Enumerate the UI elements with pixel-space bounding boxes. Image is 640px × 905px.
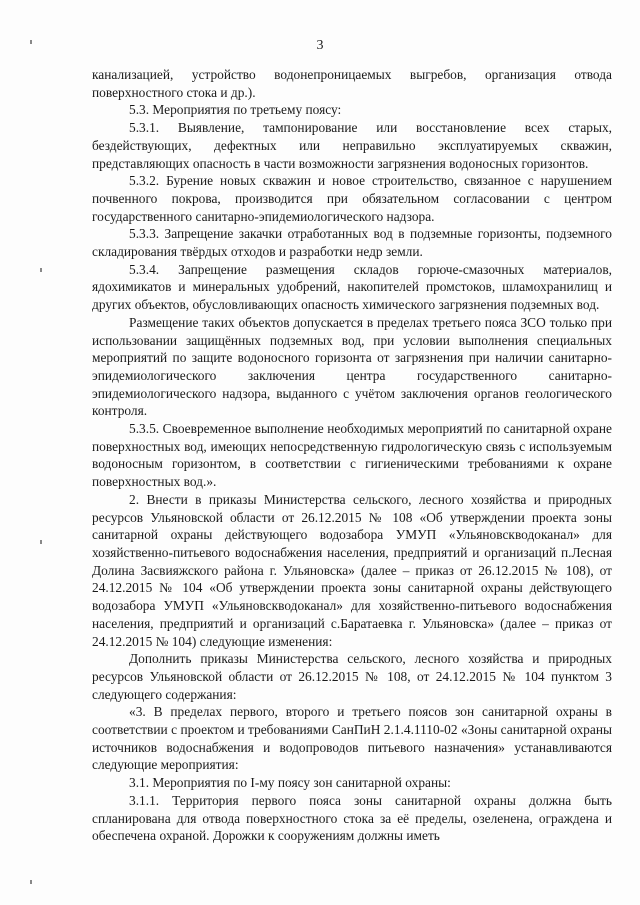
paragraph-item-2: 2. Внести в приказы Министерства сельского, лесного хозяйства и природных ресурсов Ульяновской области от 26.12.2015 № 108 «Об утверждении проекта зоны санитарной охраны действующего водозабора УМУП «Ульяновскводоканал» для хозяйственно-питьевого водоснабжения населения, предприятий и организаций п.Лесная Долина Засвияжского района г. Ульяновска» (далее – приказ от 26.12.2015 № 108), от 24.12.2015 № 104 «Об утверждении проекта зоны санитарной охраны действующего водозабора УМУП «Ульяновскводоканал» для хозяйственно-питьевого водоснабжения населения, предприятий и организаций с.Баратаевка г. Ульяновска» (далее – приказ от 24.12.2015 № 104) следующие изменения: (92, 491, 612, 649)
scan-mark (30, 880, 32, 884)
page-number: 3 (316, 38, 324, 53)
paragraph-3-1-1: 3.1.1. Территория первого пояса зоны санитарной охраны должна быть спланирована для отвода поверхностного стока за её пределы, озеленена, ограждена и обеспечена охраной. Дорожки к сооружениям должны иметь (92, 792, 612, 844)
paragraph-5-3: 5.3. Мероприятия по третьему поясу: (129, 102, 342, 118)
paragraph-3-1: 3.1. Мероприятия по I-му поясу зон санитарной охраны: (129, 775, 451, 791)
scan-mark (40, 268, 42, 272)
scan-mark (30, 40, 32, 44)
paragraph-5-3-3: 5.3.3. Запрещение закачки отработанных вод в подземные горизонты, подземного складирования твёрдых отходов и разработки недр земли. (92, 226, 612, 260)
scan-mark (40, 540, 42, 544)
document-body (92, 66, 612, 845)
paragraph-item-3: «3. В пределах первого, второго и третьего поясов зон санитарной охраны в соответствии с проектом и требованиями СанПиН 2.1.4.1110-02 «Зоны санитарной охраны источников водоснабжения и водопроводов питьевого назначения» устанавливаются следующие мероприятия: (92, 704, 612, 773)
paragraph-5-3-5: 5.3.5. Своевременное выполнение необходимых мероприятий по санитарной охране поверхностных вод, имеющих непосредственную гидрологическую связь с используемым водоносным горизонтом, в соответствии с гигиеническими требованиями к охране поверхностных вод.». (92, 421, 612, 490)
paragraph-5-3-1: 5.3.1. Выявление, тампонирование или восстановление всех старых, бездействующих, дефектных или неправильно эксплуатируемых скважин, представляющих опасность в части возможности загрязнения водоносных горизонтов. (92, 120, 612, 171)
paragraph-supplement: Дополнить приказы Министерства сельского, лесного хозяйства и природных ресурсов Ульяновской области от 26.12.2015 № 108, от 24.12.2015 № 104 пунктом 3 следующего содержания: (92, 651, 612, 702)
paragraph-continuation: канализацией, устройство водонепроницаемых выгребов, организация отвода поверхностного стока и др.). (92, 67, 612, 100)
paragraph-placement: Размещение таких объектов допускается в пределах третьего пояса ЗСО только при использовании защищённых подземных вод, при условии выполнения специальных мероприятий по защите водоносного горизонта от загрязнения при наличии санитарно-эпидемиологического заключения центра государственного санитарно-эпидемиологического надзора, выданного с учётом заключения органов геологического контроля. (92, 314, 612, 419)
paragraph-5-3-4: 5.3.4. Запрещение размещения складов горюче-смазочных материалов, ядохимикатов и минеральных удобрений, накопителей промстоков, шламохранилищ и других объектов, обусловливающих опасность химического загрязнения подземных вод. (92, 261, 612, 313)
paragraph-5-3-2: 5.3.2. Бурение новых скважин и новое строительство, связанное с нарушением почвенного покрова, производится при обязательном согласовании с центром государственного санитарно-эпидемиологического надзора. (92, 173, 612, 224)
